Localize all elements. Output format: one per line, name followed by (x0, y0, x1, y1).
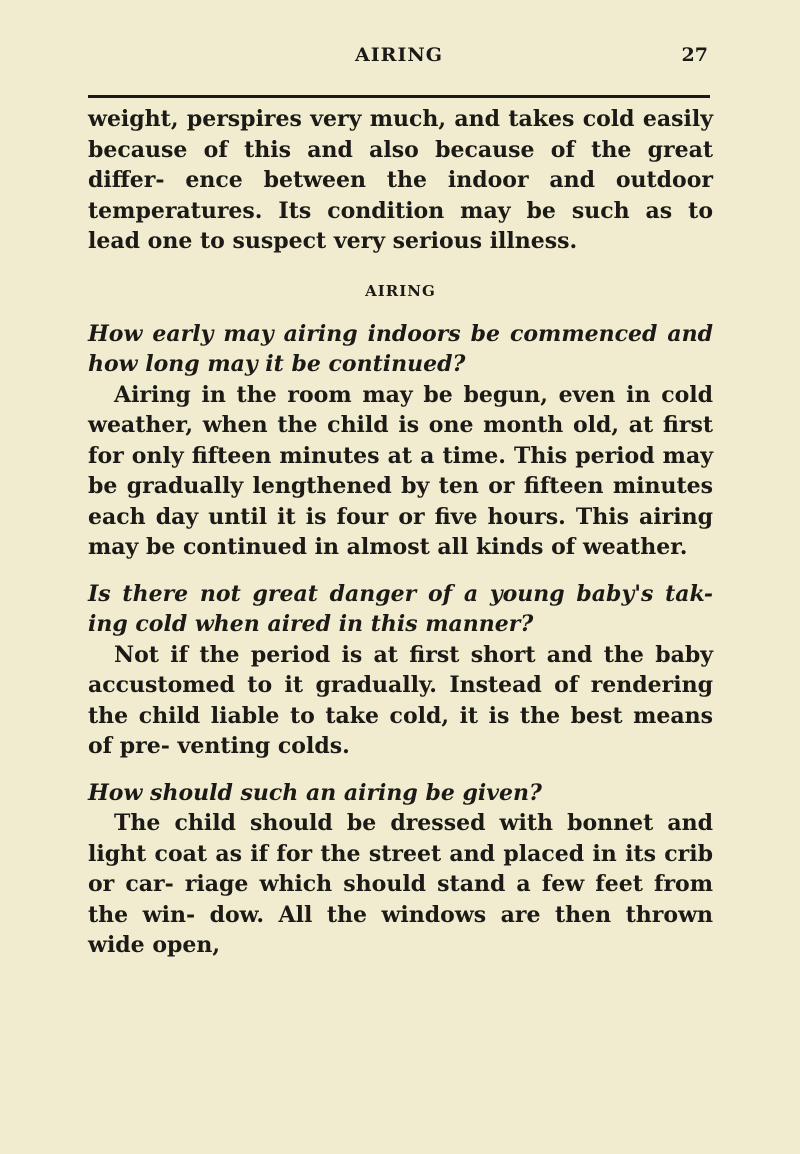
running-header (88, 44, 710, 74)
running-title: AIRING (355, 44, 443, 66)
question-2: Is there not great danger of a young baby's tak- ing cold when aired in this manner? (88, 580, 713, 637)
question-1: How early may airing indoors be commenced and how long may it be continued? (88, 320, 713, 377)
answer-1: Airing in the room may be begun, even in cold weather, when the child is one month old, at first for only fifteen minutes at a time. This period may be gradually lengthened by ten or fifteen minutes each day until it is four or five hours. This airing may be continued in almost all kinds of weather. (88, 381, 713, 560)
question-3: How should such an airing be given? (88, 779, 542, 806)
header-rule (88, 95, 710, 98)
page-number: 27 (681, 44, 708, 66)
body-text (88, 104, 713, 961)
section-heading: AIRING (365, 281, 436, 300)
answer-2: Not if the period is at first short and the baby accustomed to it gradually. Instead of rendering the child liable to take cold, it is the best means of pre- venting colds. (88, 641, 713, 759)
paragraph-continued: weight, perspires very much, and takes cold easily because of this and also because of the great differ- ence between the indoor and outdoor temperatures. Its condition may be such as to lead one to suspect very serious illness. (88, 106, 713, 254)
answer-3: The child should be dressed with bonnet and light coat as if for the street and placed in its crib or car- riage which should stand a few feet from the win- dow. All the windows are then thrown wide open, (88, 810, 713, 958)
